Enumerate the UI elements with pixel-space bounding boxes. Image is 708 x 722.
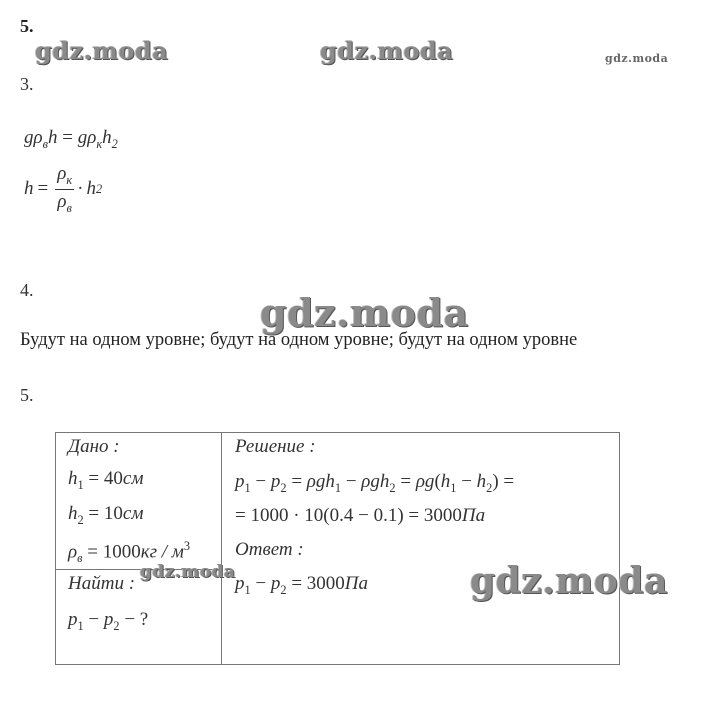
section4-answer: Будут на одном уровне; будут на одном уровне; будут на одном уровне — [20, 330, 578, 350]
given-density: $\rho_в = 1000кг / м^3$ — [68, 539, 191, 566]
section-number: 3. — [20, 74, 34, 94]
equation-1: $g\rho_вh = g\rho_кh_2$ — [24, 127, 118, 151]
given-h1: $h_1 = 40см$ — [68, 468, 144, 492]
fraction-numerator: $\rho_к$ — [55, 163, 74, 190]
watermark: gdz.moda — [470, 560, 668, 602]
task-number: 5. — [20, 16, 34, 36]
solution-line-1: $p_1 - p_2 = \rho gh_1 - \rho gh_2 = \rho g(h_1 - h_2)$ = — [235, 471, 515, 495]
solution-title: Решение : — [235, 436, 316, 457]
solution-line-2: = 1000 · 10(0.4 − 0.1) = 3000Па — [235, 505, 486, 526]
fraction-denominator: $\rho_в$ — [57, 190, 72, 215]
watermark: gdz.moda — [320, 36, 454, 65]
watermark: gdz.moda — [605, 52, 669, 65]
watermark: gdz.moda — [260, 290, 469, 335]
section-number: 5. — [20, 385, 34, 405]
section-number: 4. — [20, 280, 34, 300]
find-expression: $p_1 - p_2$ − ? — [68, 609, 149, 633]
equation-2: h = $\frac{\rho_к}{\rho_в}$ · h 2 — [24, 163, 103, 215]
answer-line: $p_1 - p_2 = 3000Па$ — [235, 573, 369, 597]
find-title: Найти : — [68, 573, 136, 594]
watermark: gdz.moda — [140, 562, 236, 582]
given-title: Дано : — [68, 436, 120, 457]
answer-title: Ответ : — [235, 539, 304, 560]
watermark: gdz.moda — [35, 36, 169, 65]
given-h2: $h_2 = 10см$ — [68, 503, 144, 527]
table-divider-vertical — [221, 432, 222, 665]
